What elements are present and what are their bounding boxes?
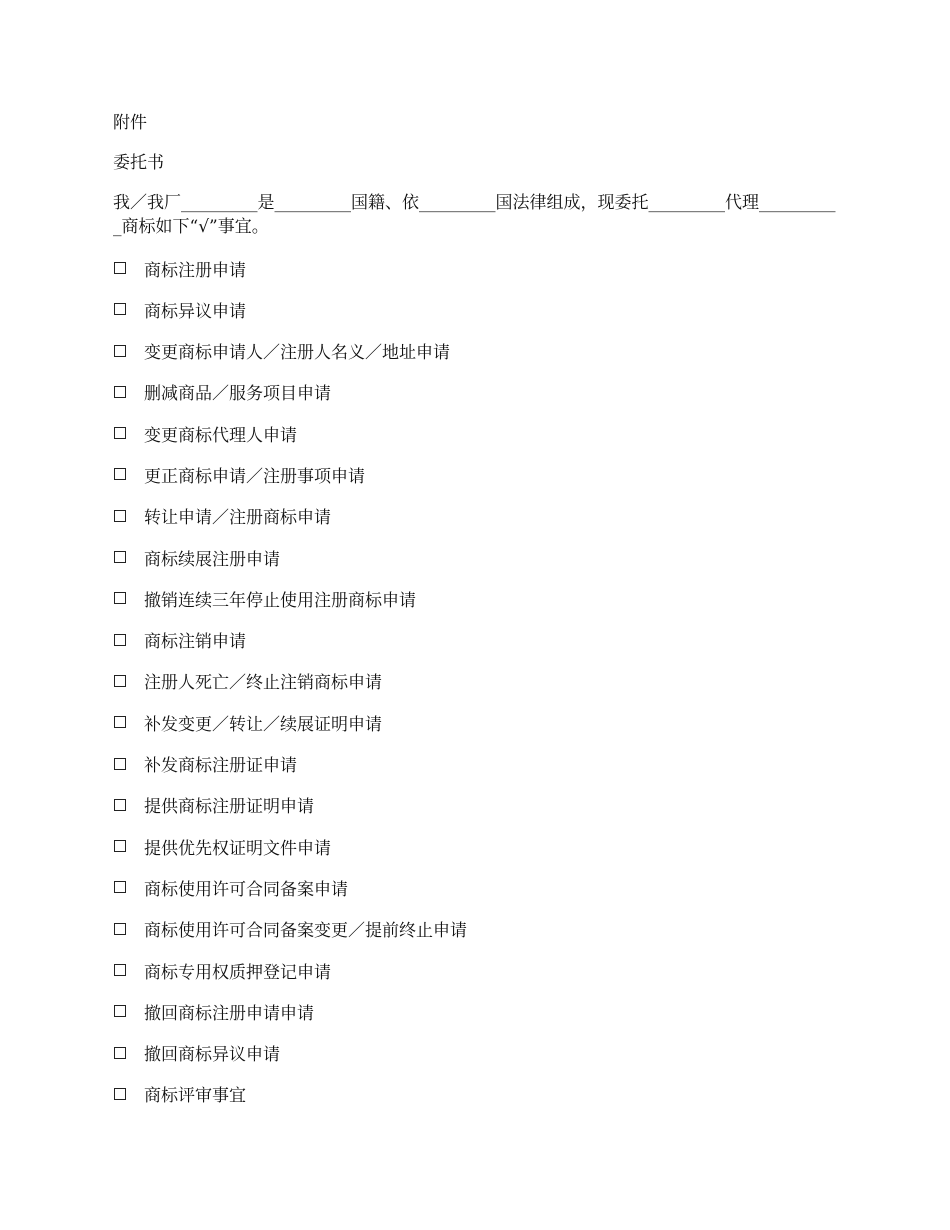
checkbox-icon[interactable] bbox=[114, 964, 126, 976]
checkbox-icon[interactable] bbox=[114, 758, 126, 770]
checklist-item bbox=[113, 297, 843, 321]
checkbox-icon[interactable] bbox=[114, 468, 126, 480]
document-title: 委托书 bbox=[113, 153, 164, 173]
checklist-item-label: 提供商标注册证明申请 bbox=[144, 797, 314, 818]
checklist-item bbox=[113, 256, 843, 280]
checklist-item bbox=[113, 545, 843, 569]
checkbox-icon[interactable] bbox=[114, 1047, 126, 1059]
checklist-item-label: 商标使用许可合同备案申请 bbox=[144, 879, 348, 900]
checklist-item-label: 商标注销申请 bbox=[144, 632, 246, 653]
checkbox-icon[interactable] bbox=[114, 510, 126, 522]
document-page bbox=[113, 111, 843, 1123]
checkbox-icon[interactable] bbox=[114, 1088, 126, 1100]
checkbox-icon[interactable] bbox=[114, 427, 126, 439]
checklist-item-label: 撤回商标异议申请 bbox=[144, 1045, 280, 1066]
matter-checklist bbox=[113, 256, 843, 1106]
checklist-item bbox=[113, 339, 843, 363]
checklist-item bbox=[113, 875, 843, 899]
checkbox-icon[interactable] bbox=[114, 262, 126, 274]
checklist-item-label: 撤销连续三年停止使用注册商标申请 bbox=[144, 590, 416, 611]
checklist-item-label: 补发变更／转让／续展证明申请 bbox=[144, 714, 382, 735]
checklist-item-label: 转让申请／注册商标申请 bbox=[144, 508, 331, 529]
checkbox-icon[interactable] bbox=[114, 1005, 126, 1017]
checklist-item bbox=[113, 462, 843, 486]
checklist-item bbox=[113, 793, 843, 817]
checklist-item-label: 商标异议申请 bbox=[144, 301, 246, 322]
checklist-item-label: 提供优先权证明文件申请 bbox=[144, 838, 331, 859]
checklist-item bbox=[113, 669, 843, 693]
checklist-item bbox=[113, 628, 843, 652]
checkbox-icon[interactable] bbox=[114, 634, 126, 646]
checklist-item-label: 商标续展注册申请 bbox=[144, 549, 280, 570]
checkbox-icon[interactable] bbox=[114, 881, 126, 893]
checklist-item bbox=[113, 752, 843, 776]
checkbox-icon[interactable] bbox=[114, 799, 126, 811]
checklist-item-label: 商标注册申请 bbox=[144, 260, 246, 281]
checklist-item-label: 注册人死亡／终止注销商标申请 bbox=[144, 673, 382, 694]
checklist-item bbox=[113, 917, 843, 941]
intro-paragraph: 我／我厂_________是_________国籍、依_________国法律组成，现委托_________代理__________商标如下“√”事宜。 bbox=[113, 193, 836, 237]
checklist-item bbox=[113, 421, 843, 445]
checklist-item-label: 撤回商标注册申请申请 bbox=[144, 1003, 314, 1024]
checklist-item bbox=[113, 380, 843, 404]
checklist-item bbox=[113, 710, 843, 734]
attachment-label: 附件 bbox=[113, 113, 147, 133]
checklist-item-label: 变更商标代理人申请 bbox=[144, 425, 297, 446]
checkbox-icon[interactable] bbox=[114, 592, 126, 604]
checklist-item-label: 删减商品／服务项目申请 bbox=[144, 384, 331, 405]
checklist-item-label: 补发商标注册证申请 bbox=[144, 756, 297, 777]
checklist-item bbox=[113, 958, 843, 982]
checklist-item-label: 更正商标申请／注册事项申请 bbox=[144, 466, 365, 487]
checklist-item bbox=[113, 504, 843, 528]
checklist-item-label: 商标评审事宜 bbox=[144, 1086, 246, 1107]
checklist-item bbox=[113, 586, 843, 610]
checkbox-icon[interactable] bbox=[114, 675, 126, 687]
checklist-item-label: 商标使用许可合同备案变更／提前终止申请 bbox=[144, 921, 467, 942]
checkbox-icon[interactable] bbox=[114, 551, 126, 563]
checkbox-icon[interactable] bbox=[114, 923, 126, 935]
checklist-item bbox=[113, 1082, 843, 1106]
checkbox-icon[interactable] bbox=[114, 840, 126, 852]
checkbox-icon[interactable] bbox=[114, 303, 126, 315]
checklist-item bbox=[113, 834, 843, 858]
checklist-item-label: 商标专用权质押登记申请 bbox=[144, 962, 331, 983]
checkbox-icon[interactable] bbox=[114, 716, 126, 728]
checklist-item bbox=[113, 999, 843, 1023]
checkbox-icon[interactable] bbox=[114, 345, 126, 357]
checkbox-icon[interactable] bbox=[114, 386, 126, 398]
checklist-item bbox=[113, 1041, 843, 1065]
checklist-item-label: 变更商标申请人／注册人名义／地址申请 bbox=[144, 343, 450, 364]
